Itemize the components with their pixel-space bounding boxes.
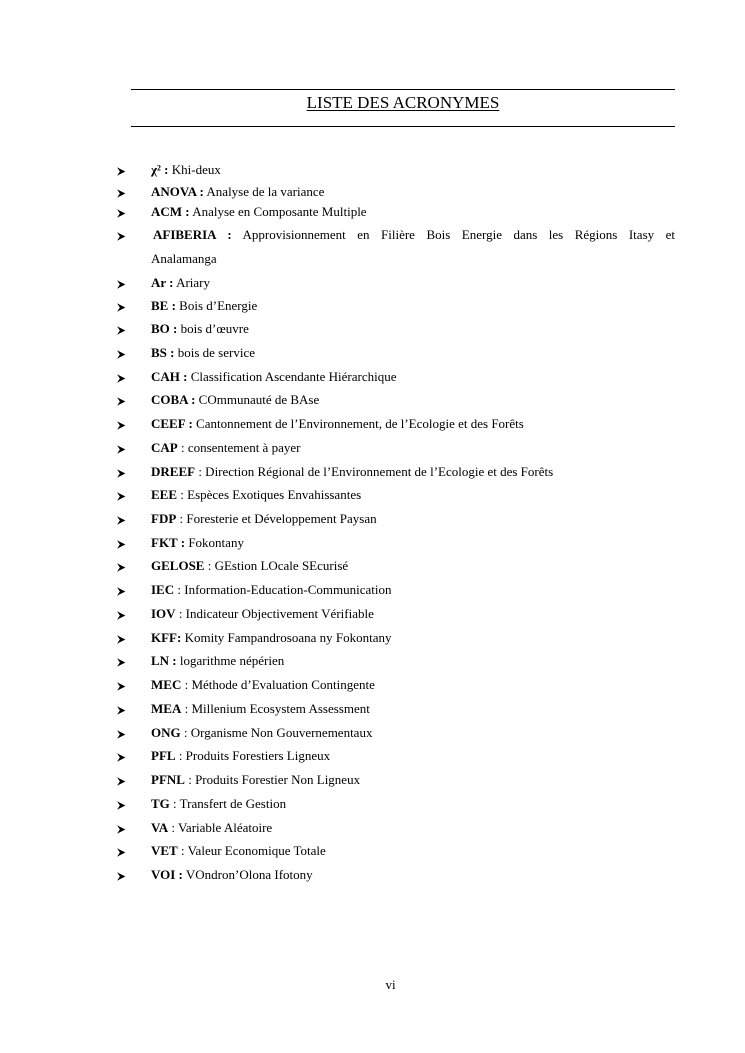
acronym-term: ANOVA : [151, 184, 204, 199]
arrow-bullet-icon [117, 870, 126, 879]
arrow-bullet-icon [117, 799, 126, 808]
acronym-term: BO : [151, 321, 178, 336]
acronym-definition: : Organisme Non Gouvernementaux [183, 725, 373, 740]
arrow-bullet-icon [117, 467, 126, 476]
arrow-bullet-icon [117, 728, 126, 737]
acronym-definition: : Variable Aléatoire [171, 820, 273, 835]
arrow-bullet-icon [117, 443, 126, 452]
acronym-definition: bois d’œuvre [180, 321, 249, 336]
acronym-definition: Bois d’Energie [179, 298, 258, 313]
acronym-definition: : Méthode d’Evaluation Contingente [184, 677, 375, 692]
acronym-definition: : GEstion LOcale SEcurisé [207, 558, 349, 573]
acronym-term: AFIBERIA : [153, 227, 232, 242]
arrow-bullet-icon [117, 704, 126, 713]
page-title: LISTE DES ACRONYMES [306, 93, 500, 112]
acronym-definition: : Direction Régional de l’Environnement de l’Ecologie et des Forêts [198, 464, 554, 479]
acronym-definition: Approvisionnement en Filière Bois Energie dans les Régions Itasy et [242, 227, 676, 242]
acronym-definition: Komity Fampandrosoana ny Fokontany [184, 630, 392, 645]
acronym-definition: : Indicateur Objectivement Vérifiable [178, 606, 374, 621]
acronym-definition: Analyse de la variance [206, 184, 325, 199]
acronym-term: BE : [151, 298, 176, 313]
arrow-bullet-icon [117, 846, 126, 855]
acronym-term: LN : [151, 653, 177, 668]
arrow-bullet-icon [117, 324, 126, 333]
acronym-definition: : Produits Forestiers Ligneux [178, 748, 331, 763]
acronym-term: MEC [151, 677, 182, 692]
arrow-bullet-icon [117, 278, 126, 287]
arrow-bullet-icon [117, 372, 126, 381]
arrow-bullet-icon [117, 514, 126, 523]
acronym-term: χ² : [151, 162, 169, 177]
acronym-term: KFF: [151, 630, 182, 645]
acronym-term: Ar : [151, 275, 174, 290]
acronym-term: CAP [151, 440, 178, 455]
acronym-definition: : Valeur Economique Totale [180, 843, 326, 858]
arrow-bullet-icon [117, 348, 126, 357]
arrow-bullet-icon [117, 585, 126, 594]
acronym-term: VA [151, 820, 169, 835]
arrow-bullet-icon [117, 165, 126, 174]
acronym-definition: Khi-deux [171, 162, 221, 177]
arrow-bullet-icon [117, 823, 126, 832]
acronym-definition: Cantonnement de l’Environnement, de l’Ecologie et des Forêts [196, 416, 524, 431]
arrow-bullet-icon [117, 419, 126, 428]
arrow-bullet-icon [117, 187, 126, 196]
title-rule-top [131, 89, 675, 90]
acronym-term: DREEF [151, 464, 196, 479]
acronym-definition: : Produits Forestier Non Ligneux [188, 772, 361, 787]
arrow-bullet-icon [117, 207, 126, 216]
arrow-bullet-icon [117, 538, 126, 547]
arrow-bullet-icon [117, 561, 126, 570]
acronym-definition: Classification Ascendante Hiérarchique [190, 369, 397, 384]
arrow-bullet-icon [117, 395, 126, 404]
acronym-term: CAH : [151, 369, 188, 384]
acronym-definition: : Millenium Ecosystem Assessment [184, 701, 370, 716]
arrow-bullet-icon [117, 490, 126, 499]
acronym-term: VOI : [151, 867, 183, 882]
acronym-definition: : Espèces Exotiques Envahissantes [180, 487, 362, 502]
page-number: vi [385, 977, 396, 992]
arrow-bullet-icon [117, 230, 126, 239]
acronym-term: PFL [151, 748, 176, 763]
acronym-term: CEEF : [151, 416, 193, 431]
arrow-bullet-icon [117, 680, 126, 689]
acronym-term: ACM : [151, 204, 190, 219]
acronym-definition: : Information-Education-Communication [177, 582, 392, 597]
arrow-bullet-icon [117, 633, 126, 642]
acronym-term: MEA [151, 701, 182, 716]
arrow-bullet-icon [117, 751, 126, 760]
acronym-term: FKT : [151, 535, 186, 550]
arrow-bullet-icon [117, 301, 126, 310]
acronym-term: BS : [151, 345, 175, 360]
arrow-bullet-icon [117, 656, 126, 665]
acronym-term: ONG [151, 725, 181, 740]
acronym-definition-continuation: Analamanga [151, 251, 217, 266]
acronym-definition: : Transfert de Gestion [173, 796, 287, 811]
acronym-term: FDP [151, 511, 177, 526]
acronym-definition: VOndron’Olona Ifotony [185, 867, 313, 882]
acronym-definition: : consentement à payer [180, 440, 301, 455]
acronym-term: GELOSE [151, 558, 205, 573]
acronym-term: EEE [151, 487, 178, 502]
acronym-term: TG [151, 796, 170, 811]
acronym-definition: bois de service [177, 345, 255, 360]
acronym-definition: : Foresterie et Développement Paysan [179, 511, 377, 526]
acronym-definition: Fokontany [188, 535, 244, 550]
acronym-definition: Analyse en Composante Multiple [192, 204, 367, 219]
acronym-definition: logarithme népérien [179, 653, 285, 668]
acronym-term: VET [151, 843, 178, 858]
arrow-bullet-icon [117, 609, 126, 618]
acronym-definition: Ariary [176, 275, 210, 290]
acronym-term: PFNL [151, 772, 185, 787]
acronym-term: COBA : [151, 392, 196, 407]
acronym-term: IOV [151, 606, 176, 621]
title-rule-bottom [131, 126, 675, 127]
acronym-definition: COmmunauté de BAse [198, 392, 320, 407]
arrow-bullet-icon [117, 775, 126, 784]
acronym-term: IEC [151, 582, 175, 597]
